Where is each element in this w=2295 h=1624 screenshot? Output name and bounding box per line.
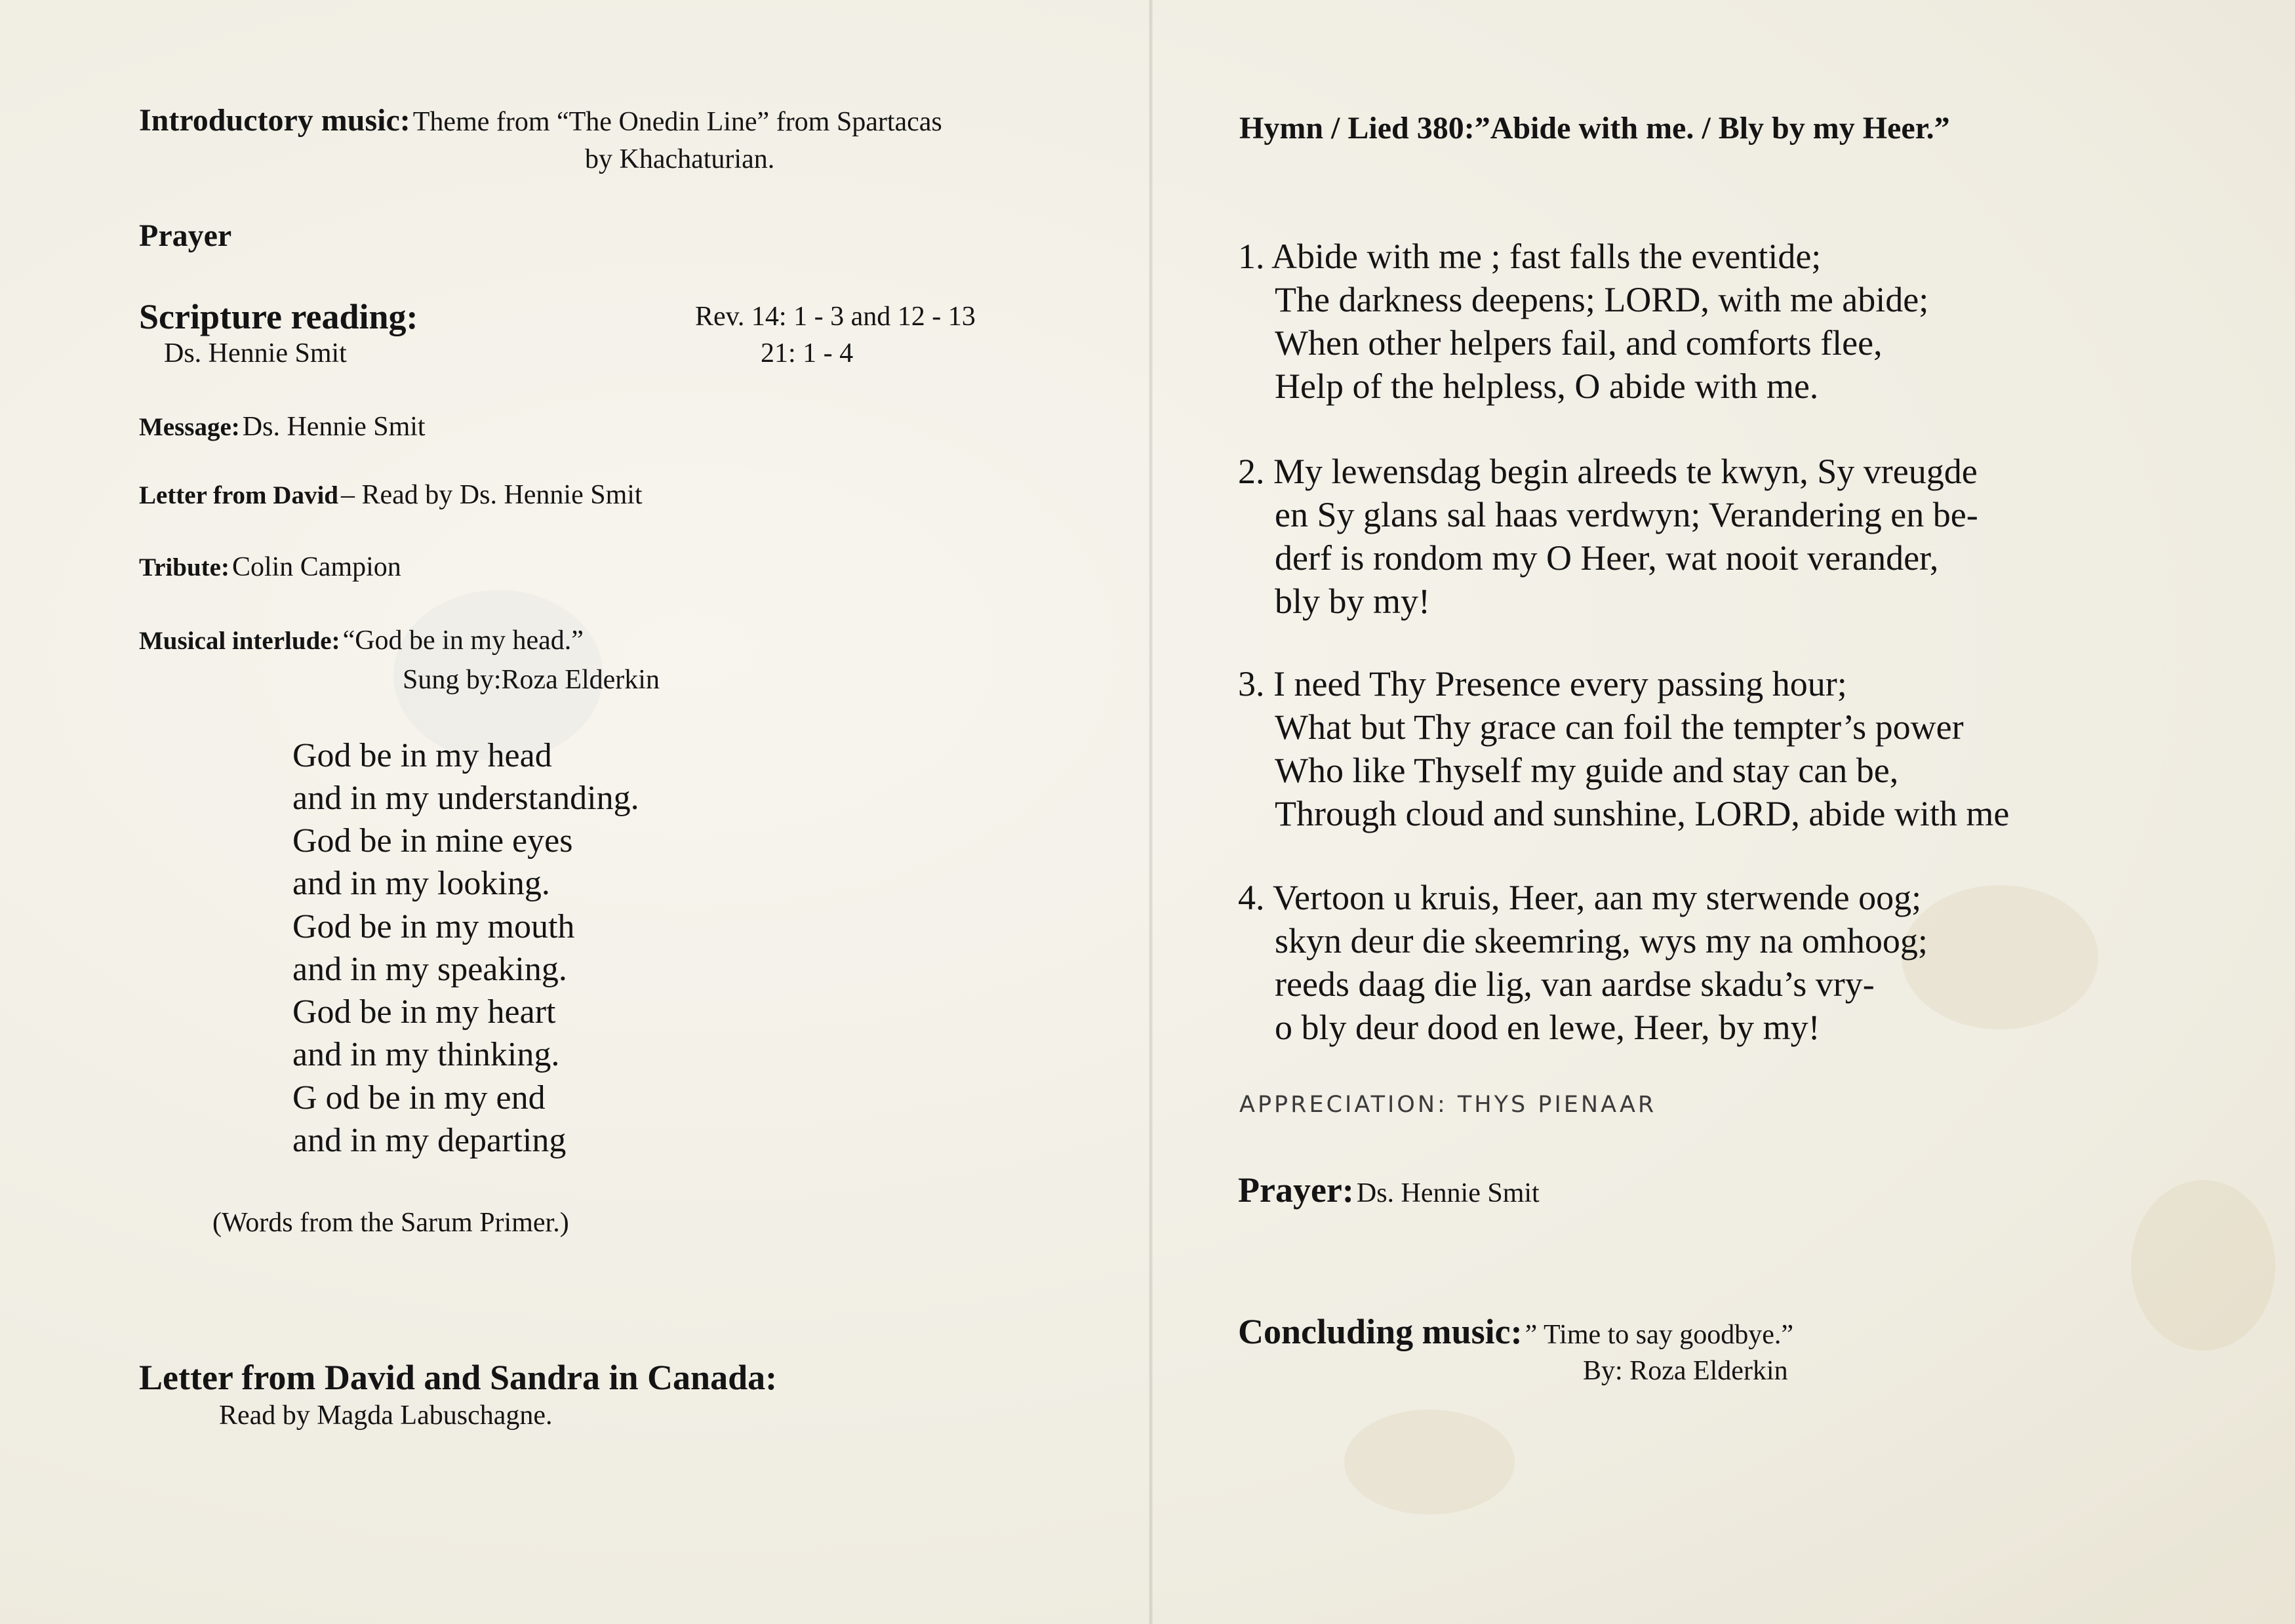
poem-line: G od be in my end [292, 1079, 546, 1117]
verse-line: Through cloud and sunshine, LORD, abide with me [1275, 794, 2010, 833]
poem-line: God be in mine eyes [292, 822, 573, 860]
poem-line: and in my departing [292, 1122, 567, 1159]
paper-stain [1344, 1410, 1515, 1515]
intro-composer: by Khachaturian. [585, 144, 775, 174]
scripture-ref-2: 21: 1 - 4 [761, 338, 854, 368]
verse-line: Help of the helpless, O abide with me. [1275, 366, 1819, 406]
verse-line: 2. My lewensdag begin alreeds te kwyn, Sy vreugde [1238, 452, 1978, 491]
verse-line: Who like Thyself my guide and stay can be, [1275, 751, 1899, 790]
canada-letter-reader: Read by Magda Labuschagne. [219, 1400, 553, 1431]
paper-stain [1902, 885, 2098, 1029]
intro-text: Theme from “The Onedin Line” from Spartacas [412, 107, 942, 137]
interlude-text: “God be in my head.” [342, 625, 584, 656]
interlude-sung-by: Sung by:Roza Elderkin [403, 665, 660, 695]
poem-line: and in my looking. [292, 865, 550, 902]
center-fold [1149, 0, 1153, 1624]
interlude-line [139, 627, 584, 654]
interlude-label: Musical interlude: [139, 627, 340, 655]
poem-line: God be in my heart [292, 993, 556, 1031]
verse-line: bly by my! [1275, 582, 1430, 621]
message-label: Message: [139, 413, 240, 441]
letter-text: – Read by Ds. Hennie Smit [340, 480, 643, 510]
canada-letter-label: Letter from David and Sandra in Canada: [139, 1358, 778, 1397]
verse-line: o bly deur dood en lewe, Heer, by my! [1275, 1008, 1820, 1047]
poem-line: and in my thinking. [292, 1036, 560, 1073]
intro-label: Introductory music: [139, 103, 410, 138]
verse-line: skyn deur die skeemring, wys my na omhoog; [1275, 921, 1928, 961]
tribute-label: Tribute: [139, 553, 230, 582]
verse-line: reeds daag die lig, van aardse skadu’s vry- [1275, 964, 1875, 1004]
verse-line: en Sy glans sal haas verdwyn; Verandering en be- [1275, 495, 1978, 534]
poem-line: God be in my mouth [292, 908, 575, 945]
hymn-heading: Hymn / Lied 380:”Abide with me. / Bly by my Heer.” [1239, 111, 1950, 146]
scripture-label: Scripture reading: [139, 297, 418, 336]
verse-line: The darkness deepens; LORD, with me abide; [1275, 280, 1929, 319]
concluding-line [1238, 1314, 1793, 1349]
message-text: Ds. Hennie Smit [242, 412, 426, 442]
prayer-line [1238, 1172, 1540, 1208]
tribute-text: Colin Campion [231, 552, 401, 582]
verse-line: derf is rondom my O Heer, wat nooit verander, [1275, 538, 1939, 578]
verse-line: 1. Abide with me ; fast falls the eventide; [1238, 237, 1822, 276]
concluding-text: ” Time to say goodbye.” [1525, 1320, 1794, 1350]
poem-line: and in my speaking. [292, 951, 567, 988]
verse-line: When other helpers fail, and comforts flee, [1275, 323, 1883, 363]
message-line [139, 413, 426, 441]
intro-line [139, 105, 942, 136]
scripture-reader: Ds. Hennie Smit [164, 338, 347, 368]
letter-line [139, 481, 643, 509]
poem-line: God be in my head [292, 737, 552, 774]
letter-label: Letter from David [139, 481, 338, 509]
prayer-heading: Prayer [139, 218, 232, 253]
verse-line: 4. Vertoon u kruis, Heer, aan my sterwende oog; [1238, 878, 1922, 917]
verse-line: What but Thy grace can foil the tempter’s power [1275, 707, 1964, 747]
poem-source: (Words from the Sarum Primer.) [212, 1208, 569, 1238]
prayer-label: Prayer: [1238, 1170, 1354, 1210]
tribute-line [139, 553, 401, 581]
appreciation-handwritten: APPRECIATION: THYS PIENAAR [1239, 1092, 1657, 1118]
verse-line: 3. I need Thy Presence every passing hour; [1238, 664, 1847, 703]
concluding-performer: By: Roza Elderkin [1583, 1356, 1788, 1386]
prayer-text: Ds. Hennie Smit [1356, 1178, 1540, 1208]
poem-line: and in my understanding. [292, 780, 639, 817]
scripture-ref-1: Rev. 14: 1 - 3 and 12 - 13 [695, 302, 976, 332]
concluding-label: Concluding music: [1238, 1312, 1523, 1351]
paper-stain [2131, 1180, 2275, 1351]
